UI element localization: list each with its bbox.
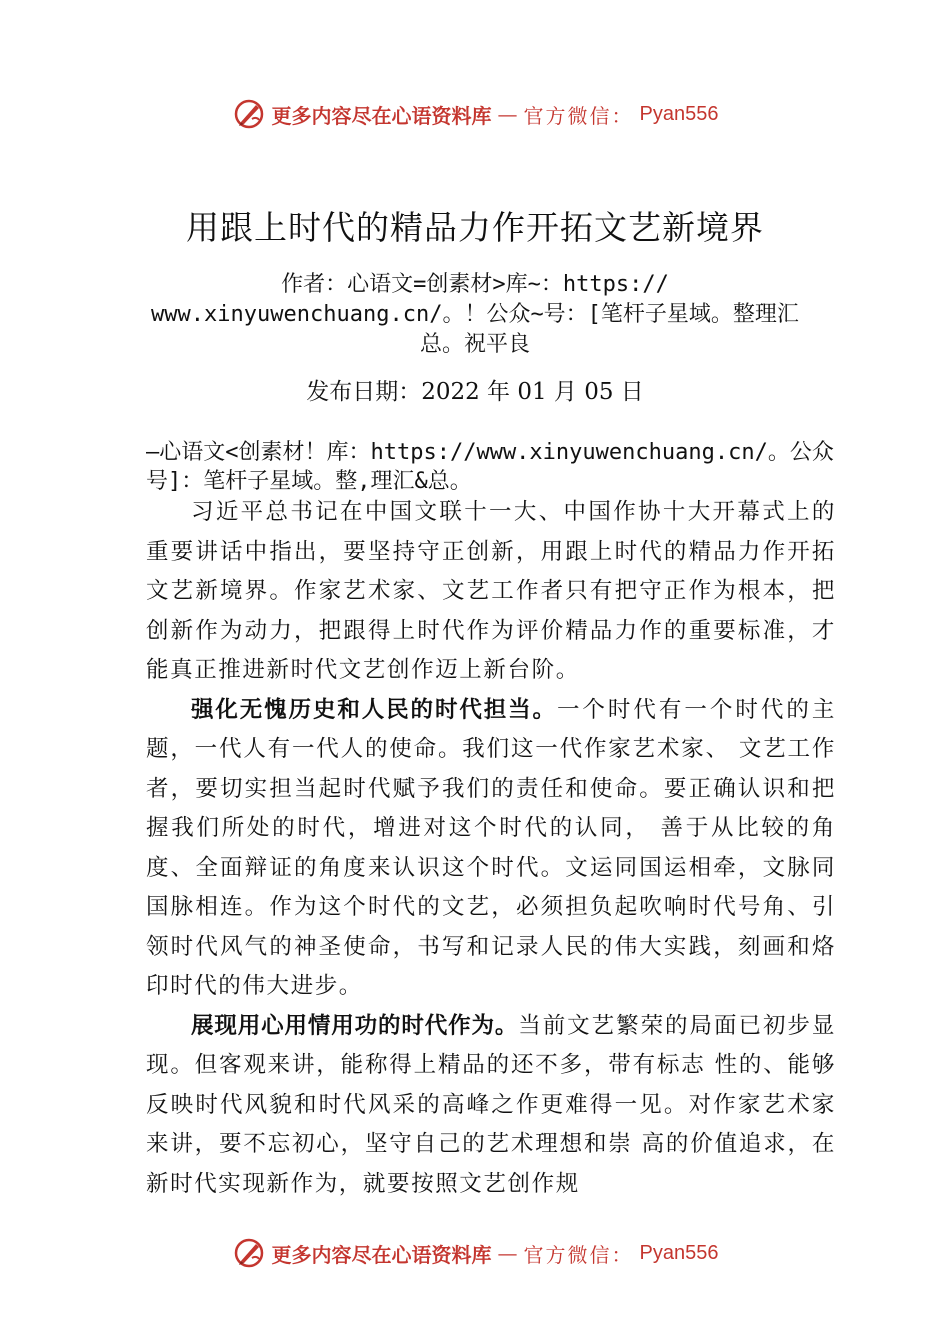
body-paragraph bbox=[146, 493, 836, 691]
paragraph-lead: 展现用心用情用功的时代作为。 bbox=[191, 1012, 519, 1039]
body-paragraph bbox=[146, 1007, 836, 1205]
paragraph-text: 当前文艺繁荣的局面已初步显现。但客观来讲，能称得上精品的还不多，带有标志 性的、能够反映时代风貌和时代风采的高峰之作更难得一见。对作家艺术家来讲，要不忘初心，坚守自己的艺术理想和崇 高的价值追求，在新时代实现新作为，就要按照文艺创作规 bbox=[146, 1012, 836, 1197]
banner-main-text: 更多内容尽在心语资料库 bbox=[271, 1242, 492, 1267]
banner-main-text: 更多内容尽在心语资料库 bbox=[271, 103, 492, 128]
banner-wechat-label: 官方微信： bbox=[523, 1242, 634, 1267]
banner-separator: — bbox=[497, 102, 518, 126]
author-line: 作者：心语文=创素材>库~：https:// www.xinyuwenchuang.cn/。！公众~号：[笔杆子星域。整理汇总。祝平良 bbox=[151, 272, 799, 357]
article-title: 用跟上时代的精品力作开拓文艺新境界 bbox=[186, 208, 764, 247]
footer-banner bbox=[0, 1233, 950, 1273]
library-logo-icon bbox=[232, 1236, 266, 1270]
banner-wechat-label: 官方微信： bbox=[523, 103, 634, 128]
banner-wechat-id: Pyan556 bbox=[639, 1241, 719, 1264]
publish-date: 发布日期：2022 年 01 月 05 日 bbox=[306, 379, 644, 405]
paragraph-lead: 强化无愧历史和人民的时代担当。 bbox=[191, 696, 557, 723]
banner-wechat-id: Pyan556 bbox=[639, 102, 719, 125]
paragraph-text: 习近平总书记在中国文联十一大、中国作协十大开幕式上的重要讲话中指出，要坚持守正创新，用跟上时代的精品力作开拓文艺新境界。作家艺术家、文艺工作者只有把守正作为根本，把创新作为动力，把跟得上时代作为评价精品力作的重要标准，才能真正推进新时代文艺创作迈上新台阶。 bbox=[146, 499, 836, 683]
source-note: —心语文<创素材！库：https://www.xinyuwenchuang.cn/。公众号]：笔杆子星域。整,理汇&总。 bbox=[146, 440, 834, 494]
library-logo-icon bbox=[232, 97, 266, 131]
header-banner bbox=[0, 94, 950, 134]
paragraph-text: 一个时代有一个时代的主题，一代人有一代人的使命。我们这一代作家艺术家、 文艺工作者，要切实担当起时代赋予我们的责任和使命。要正确认识和把握我们所处的时代，增进对这个时代的认同， 善于从比较的角度、全面辩证的角度来认识这个时代。文运同国运相牵，文脉同国脉相连。作为这个时代的文艺，必须担负起吹响时代号角、引领时代风气的神圣使命，书写和记录人民的伟大实践，刻画和烙印时代的伟大进步。 bbox=[146, 696, 836, 999]
body-paragraph bbox=[146, 691, 836, 1007]
banner-separator: — bbox=[497, 1241, 518, 1265]
article-body bbox=[146, 493, 836, 1204]
